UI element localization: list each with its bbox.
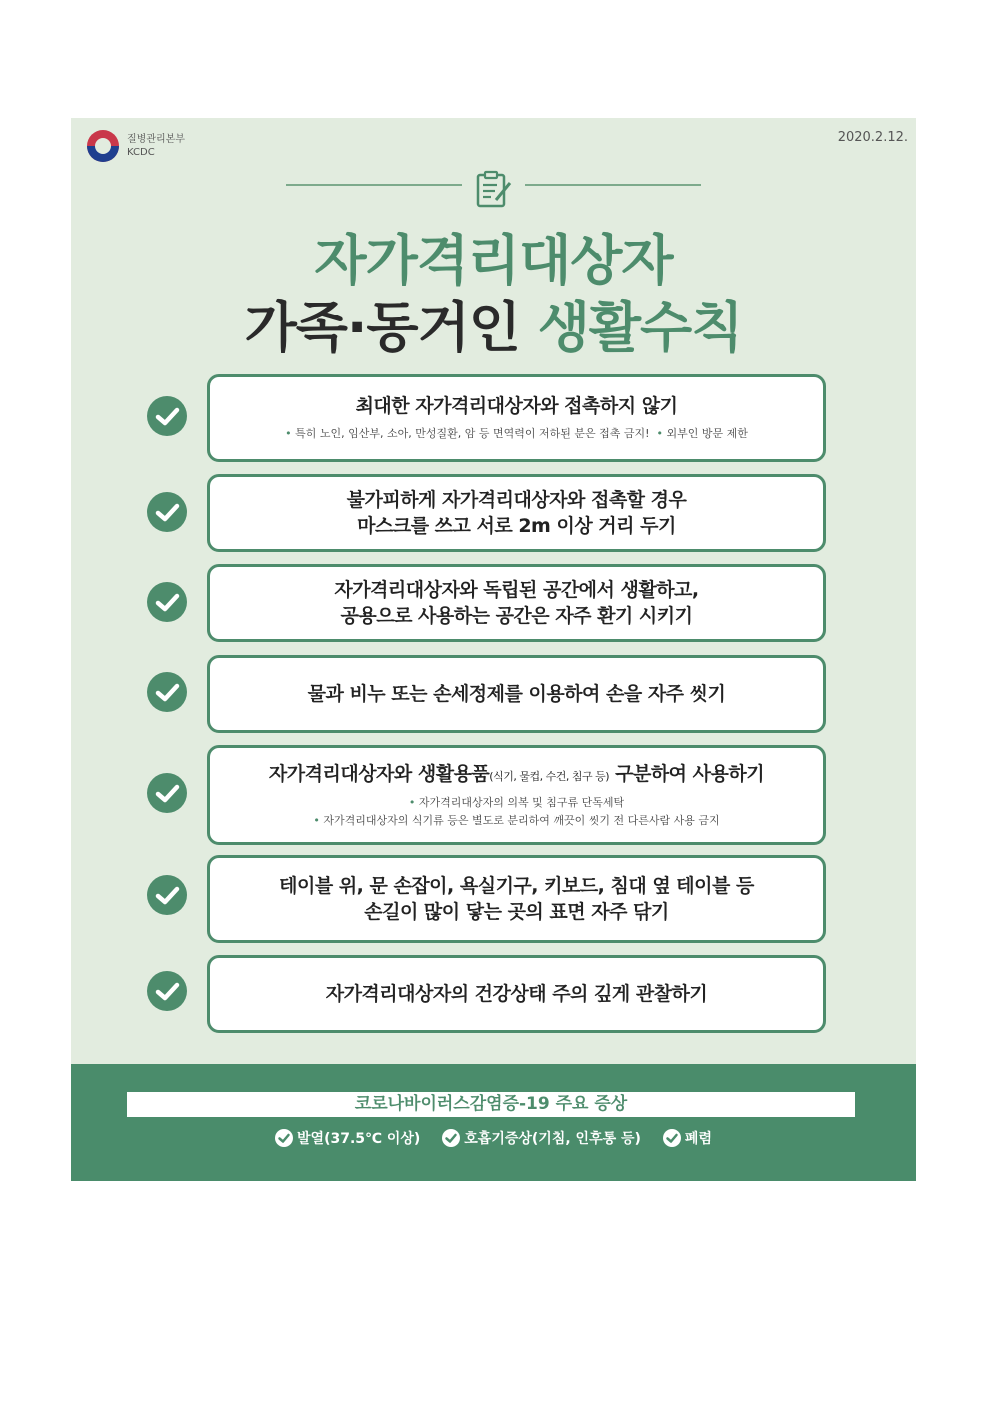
check-icon — [147, 396, 187, 436]
org-name-kr: 질병관리본부 — [127, 134, 185, 145]
issue-date: 2020.2.12. — [837, 130, 908, 145]
check-icon — [147, 773, 187, 813]
rule-6-line-1: 테이블 위, 문 손잡이, 욕실기구, 키보드, 침대 옆 테이블 등 — [279, 875, 754, 897]
check-icon — [147, 672, 187, 712]
symptom-label: 발열(37.5℃ 이상) — [297, 1131, 421, 1147]
check-circle-icon — [663, 1129, 681, 1147]
symptom-label: 폐렴 — [684, 1131, 712, 1147]
poster — [71, 118, 916, 1181]
rule-3-line-2: 공용으로 사용하는 공간은 자주 환기 시키기 — [340, 605, 693, 627]
check-circle-icon — [275, 1129, 293, 1147]
rule-6-line-2: 손길이 많이 닿는 곳의 표면 자주 닦기 — [364, 901, 669, 923]
title-line-2 — [71, 285, 916, 362]
rule-7-text: 자가격리대상자의 건강상태 주의 깊게 관찰하기 — [325, 983, 708, 1005]
rule-1-text: 최대한 자가격리대상자와 접촉하지 않기 — [355, 395, 678, 417]
symptom-label: 호흡기증상(기침, 인후통 등) — [464, 1131, 641, 1147]
rule-card-6 — [207, 855, 826, 943]
symptoms-list — [71, 1128, 916, 1148]
rule-5-part-1: 자가격리대상자와 생활용품 — [268, 762, 490, 785]
symptoms-band — [71, 1064, 916, 1181]
title-line-2-dark: 가족·동거인 — [244, 296, 538, 359]
title-line-2-green: 생활수칙 — [537, 296, 743, 359]
rule-5-part-3: 구분하여 사용하기 — [609, 762, 765, 785]
rule-card-4 — [207, 655, 826, 733]
rule-card-3 — [207, 564, 826, 642]
rule-card-7 — [207, 955, 826, 1033]
rule-5-sub-2: 자가격리대상자의 식기류 등은 별도로 분리하여 깨끗이 씻기 전 다른사람 사용 금지 — [323, 813, 720, 827]
rule-5-sub-line-2: • 자가격리대상자의 식기류 등은 별도로 분리하여 깨끗이 씻기 전 다른사람 사용 금지 — [313, 813, 720, 827]
rule-5-part-2: (식기, 물컵, 수건, 침구 등) — [489, 769, 609, 783]
rule-card-5 — [207, 745, 826, 845]
rule-4-text: 물과 비누 또는 손세정제를 이용하여 손을 자주 씻기 — [307, 683, 726, 705]
symptom-item — [442, 1128, 641, 1148]
rule-2-line-1: 불가피하게 자가격리대상자와 접촉할 경우 — [346, 489, 687, 511]
symptom-item — [275, 1128, 420, 1148]
check-icon — [147, 582, 187, 622]
rule-1-sub-2: 외부인 방문 제한 — [666, 427, 748, 440]
symptoms-heading: 코로나바이러스감염증-19 주요 증상 — [127, 1092, 855, 1117]
rule-5-sub-line-1: • 자가격리대상자의 의복 및 침구류 단독세탁 — [408, 795, 625, 809]
symptom-item — [663, 1128, 712, 1148]
check-icon — [147, 875, 187, 915]
rule-card-2 — [207, 474, 826, 552]
rule-1-subnotes: • 특히 노인, 임산부, 소아, 만성질환, 암 등 면역력이 저하된 분은 접촉 금지! • 외부인 방문 제한 — [285, 427, 748, 440]
taegeuk-emblem-icon — [87, 130, 119, 162]
title-divider — [286, 170, 701, 200]
check-icon — [147, 971, 187, 1011]
title-line-1: 자가격리대상자 — [314, 229, 673, 292]
kcdc-logo — [87, 130, 185, 162]
rule-3-line-1: 자가격리대상자와 독립된 공간에서 생활하고, — [334, 579, 699, 601]
check-icon — [147, 492, 187, 532]
rule-2-line-2: 마스크를 쓰고 서로 2m 이상 거리 두기 — [357, 515, 676, 537]
rule-5-sub-1: 자가격리대상자의 의복 및 침구류 단독세탁 — [418, 795, 625, 809]
org-name-en: KCDC — [127, 147, 155, 158]
rule-1-sub-1: 특히 노인, 임산부, 소아, 만성질환, 암 등 면역력이 저하된 분은 접촉 금지! — [295, 427, 650, 440]
check-circle-icon — [442, 1129, 460, 1147]
rule-card-1 — [207, 374, 826, 462]
clipboard-icon — [472, 170, 516, 208]
rule-5-text — [269, 761, 764, 790]
